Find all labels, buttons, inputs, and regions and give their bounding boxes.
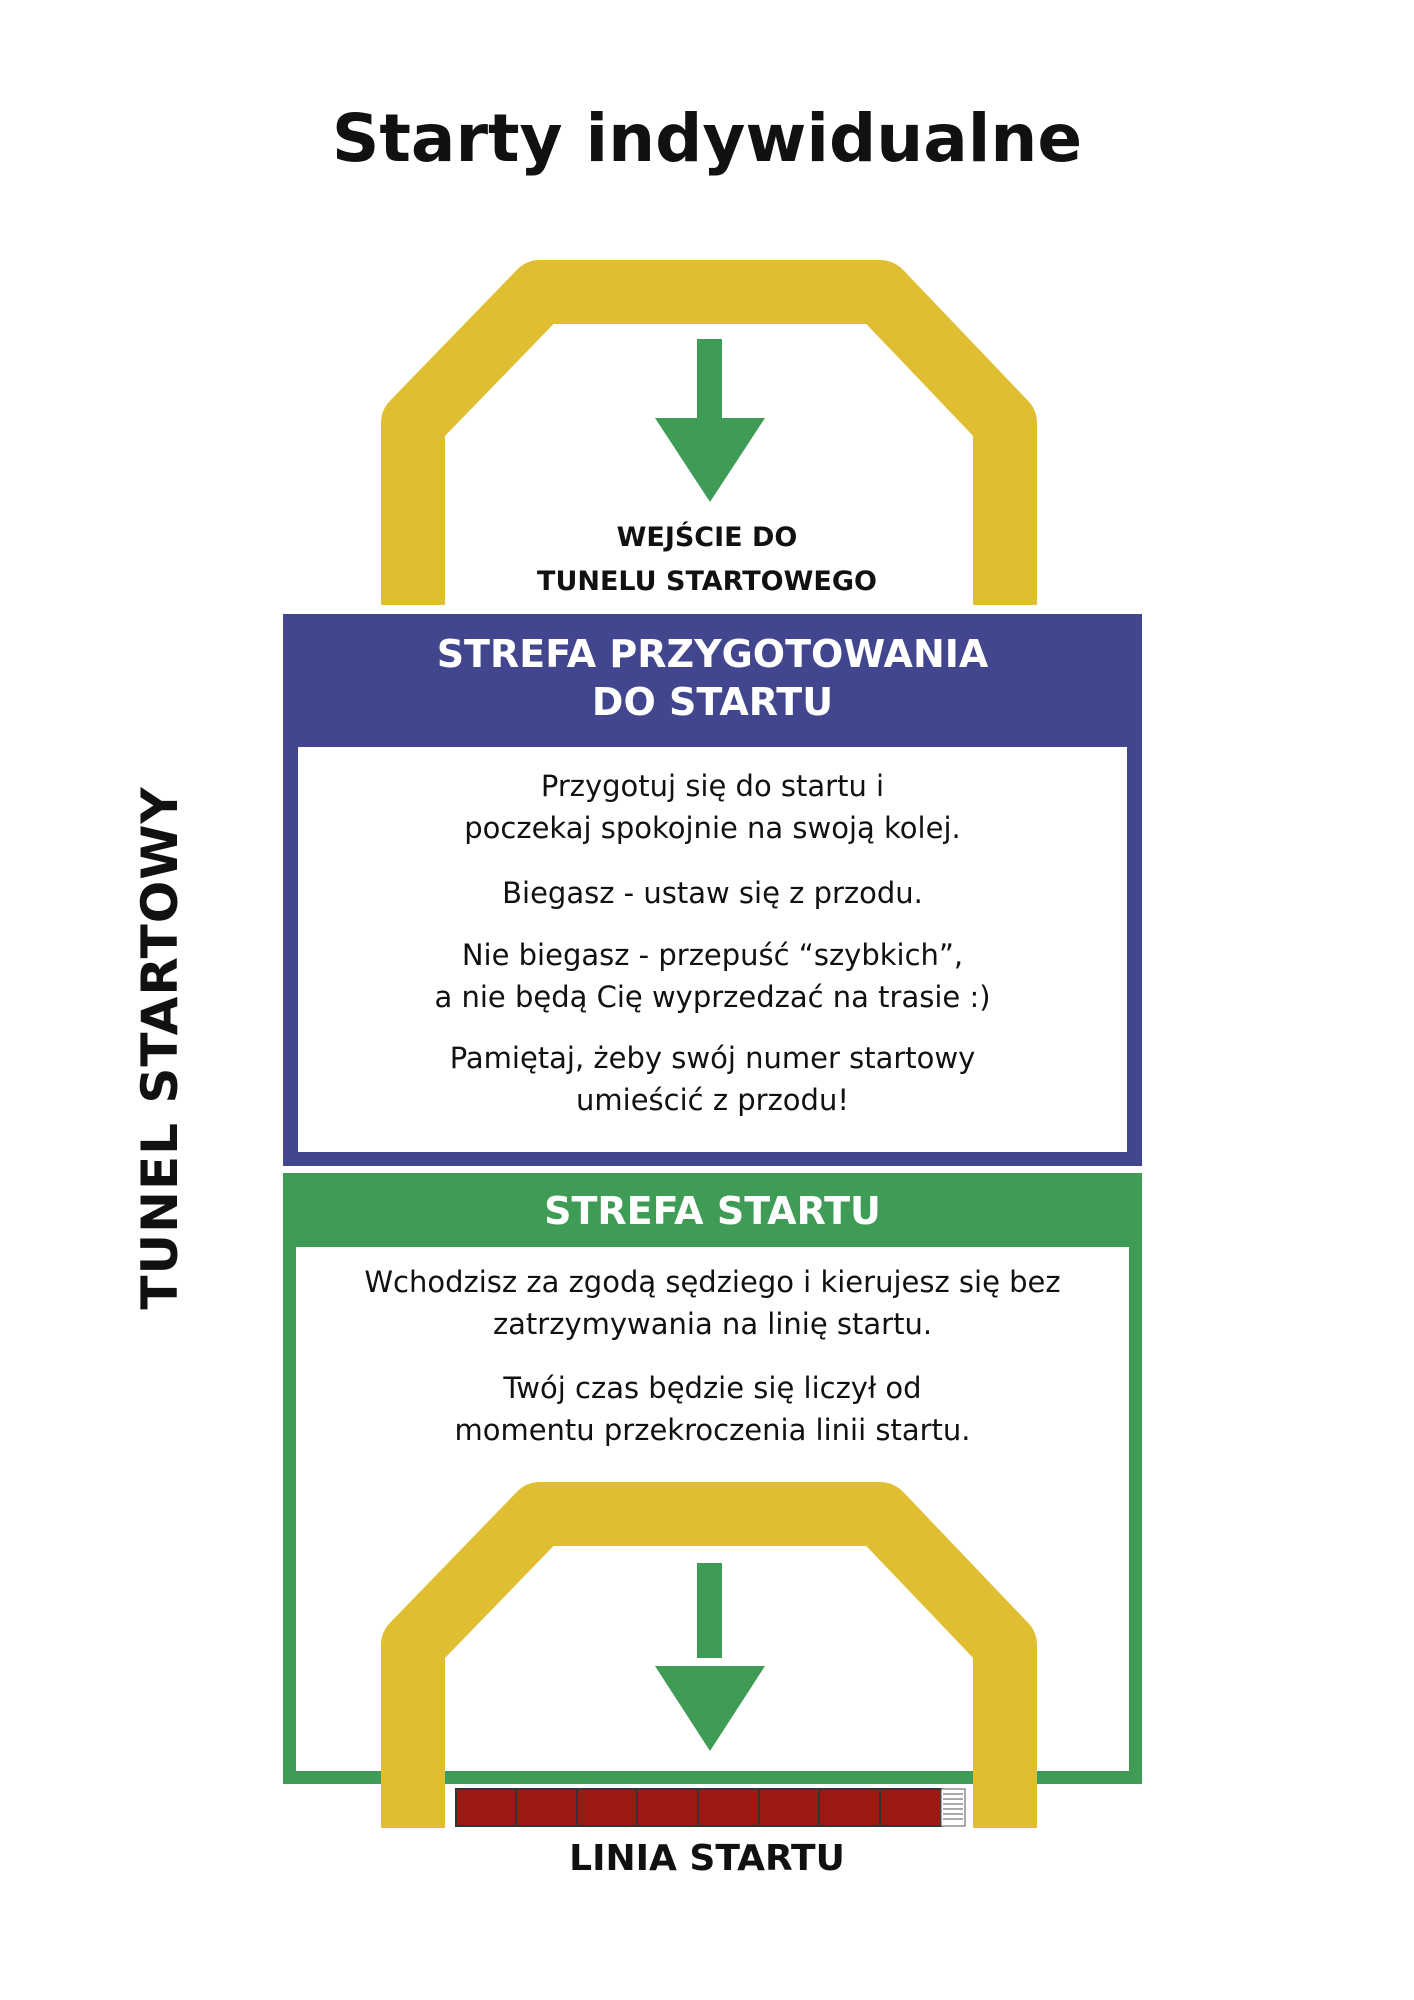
preparation-zone-title-line-2: DO STARTU	[591, 680, 834, 724]
start-paragraph-line: zatrzymywania na linię startu.	[492, 1307, 933, 1341]
prep-paragraph-line: poczekaj spokojnie na swoją kolej.	[464, 811, 961, 845]
prep-paragraph-line: a nie będą Cię wyprzedzać na trasie :)	[434, 980, 991, 1014]
prep-paragraph-line: Nie biegasz - przepuść “szybkich”,	[461, 938, 964, 972]
tunnel-entry-label-line-2: TUNELU STARTOWEGO	[537, 566, 877, 597]
prep-paragraph-line: umieścić z przodu!	[576, 1083, 849, 1117]
prep-paragraph-line: Pamiętaj, żeby swój numer startowy	[449, 1041, 976, 1075]
tunnel-entry-label	[457, 516, 957, 604]
bottom-arrow-shaft	[697, 1563, 722, 1658]
tunnel-entry-label-line-1: WEJŚCIE DO	[616, 522, 798, 553]
preparation-zone-title-line-1: STREFA PRZYGOTOWANIA	[436, 632, 989, 676]
start-zone-title: STREFA STARTU	[544, 1189, 881, 1233]
start-paragraph-line: momentu przekroczenia linii startu.	[454, 1413, 971, 1447]
prep-paragraph-line: Przygotuj się do startu i	[540, 769, 885, 803]
top-arrow-shaft	[697, 339, 722, 429]
start-paragraph-line: Wchodzisz za zgodą sędziego i kierujesz się bez	[364, 1265, 1061, 1299]
timing-mat	[456, 1789, 965, 1826]
prep-paragraph-line: Biegasz - ustaw się z przodu.	[502, 876, 923, 910]
top-arrow-head	[655, 418, 765, 502]
page-title: Starty indywidualne	[331, 100, 1083, 177]
start-paragraph-line: Twój czas będzie się liczył od	[503, 1371, 922, 1405]
bottom-arrow-head	[655, 1666, 765, 1751]
start-line-label: LINIA STARTU	[569, 1838, 845, 1879]
tunnel-label: TUNEL STARTOWY	[131, 786, 189, 1310]
